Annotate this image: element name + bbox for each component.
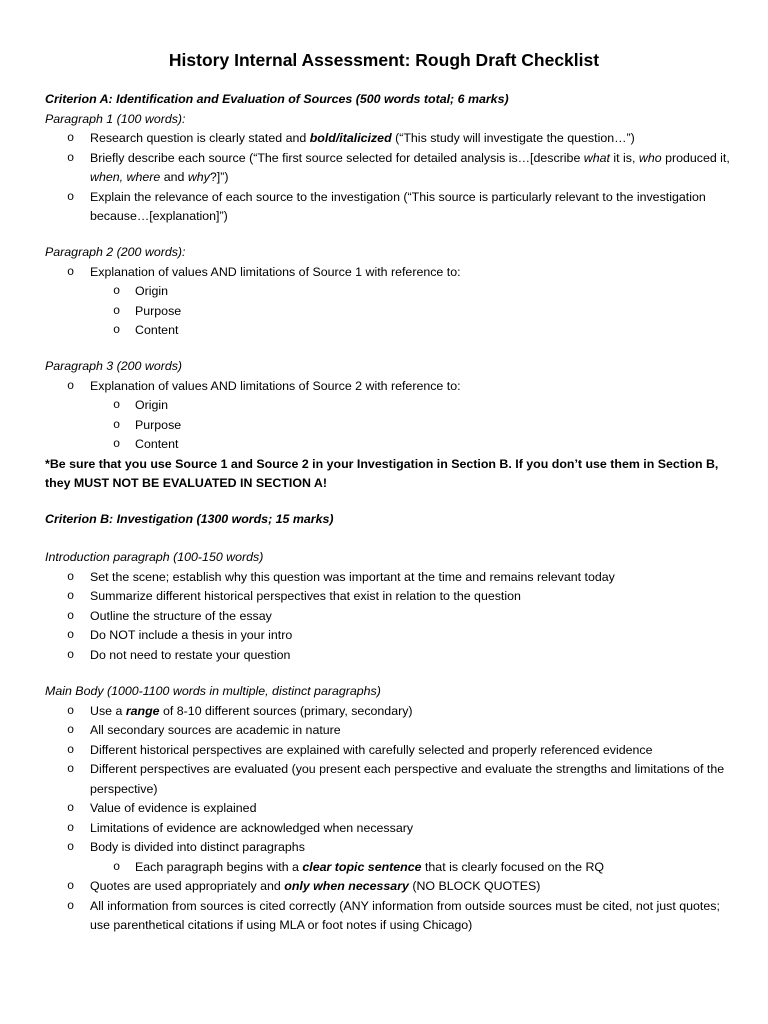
list-item: o Summarize different historical perspectives that exist in relation to the question <box>45 587 730 607</box>
bullet-icon: o <box>113 398 121 412</box>
sub-list-item: o Purpose <box>45 416 730 436</box>
bullet-icon: o <box>67 820 75 835</box>
bullet-icon: o <box>67 703 75 718</box>
bullet-icon: o <box>113 417 121 432</box>
list-item: o Research question is clearly stated and bold/italicized (“This study will investigate the question…”) <box>45 129 730 149</box>
criterion-b-section <box>45 510 730 530</box>
bullet-icon: o <box>67 647 75 662</box>
bullet-icon: o <box>113 859 121 874</box>
list-item: o Value of evidence is explained <box>45 799 730 819</box>
criterion-a-heading: Criterion A: Identification and Evaluation of Sources (500 words total; 6 marks) <box>45 92 509 106</box>
page-title: History Internal Assessment: Rough Draft Checklist <box>168 50 600 70</box>
bullet-icon: o <box>67 569 75 584</box>
list-item: o Limitations of evidence are acknowledged when necessary <box>45 819 730 839</box>
list-item: o Use a range of 8-10 different sources (primary, secondary) <box>45 702 730 722</box>
bullet-icon: o <box>113 284 121 298</box>
list-item: o Quotes are used appropriately and only when necessary (NO BLOCK QUOTES) <box>45 877 730 897</box>
intro-section <box>45 548 730 665</box>
list-item: o Do not need to restate your question <box>45 646 730 666</box>
criterion-a-section <box>45 90 730 227</box>
paragraph-3-heading: Paragraph 3 (200 words) <box>45 359 183 373</box>
sub-list-item: o Origin <box>45 396 730 416</box>
intro-heading: Introduction paragraph (100-150 words) <box>45 550 264 564</box>
bullet-icon: o <box>67 742 75 757</box>
paragraph-1-list <box>45 129 730 227</box>
list-item: o Explain the relevance of each source to the investigation (“This source is particularly relevant to the investigation because…[explanation]”) <box>67 189 706 223</box>
bullet-icon: o <box>67 189 75 204</box>
main-body-heading: Main Body (1000-1100 words in multiple, distinct paragraphs) <box>45 684 381 698</box>
paragraph-2-section <box>45 243 730 341</box>
list-item: o Do NOT include a thesis in your intro <box>45 626 730 646</box>
bullet-icon: o <box>67 150 75 165</box>
bullet-icon: o <box>67 879 75 893</box>
list-item: o Explanation of values AND limitations of Source 1 with reference to: <box>45 263 730 283</box>
sub-list-item: o Each paragraph begins with a clear topic sentence that is clearly focused on the RQ <box>45 858 730 878</box>
bullet-icon: o <box>113 437 121 451</box>
list-item: o All secondary sources are academic in nature <box>45 721 730 741</box>
bullet-icon: o <box>67 131 75 145</box>
paragraph-3-section <box>45 357 730 494</box>
sub-list-item: o Origin <box>45 282 730 302</box>
bullet-icon: o <box>67 608 75 623</box>
bullet-icon: o <box>67 723 75 737</box>
bullet-icon: o <box>113 303 121 318</box>
list-item: o Explanation of values AND limitations of Source 2 with reference to: <box>45 377 730 397</box>
main-body-section <box>45 682 730 936</box>
bullet-icon: o <box>67 762 75 776</box>
list-item: o All information from sources is cited correctly (ANY information from outside sources must be cited, not just quotes; use parenthetical citations if using MLA or foot notes if using Chicago) <box>67 898 720 932</box>
list-item: o Different historical perspectives are explained with carefully selected and properly referenced evidence <box>45 741 730 761</box>
bullet-icon: o <box>67 801 75 815</box>
bullet-icon: o <box>67 628 75 642</box>
sub-list-item: o Content <box>45 321 730 341</box>
bullet-icon: o <box>67 378 75 393</box>
criterion-b-heading: Criterion B: Investigation (1300 words; 15 marks) <box>45 512 334 526</box>
list-item: o Outline the structure of the essay <box>45 607 730 627</box>
sub-list-item: o Content <box>45 435 730 455</box>
sub-list-item: o Purpose <box>45 302 730 322</box>
paragraph-2-heading: Paragraph 2 (200 words): <box>45 245 186 259</box>
list-item: o Briefly describe each source (“The first source selected for detailed analysis is…[describe what it is, who produced it, when, where and why?]”) <box>67 150 730 184</box>
warning-note: *Be sure that you use Source 1 and Source 2 in your Investigation in Section B. If you don’t use them in Section B, they MUST NOT BE EVALUATED IN SECTION A! <box>45 456 719 490</box>
bullet-icon: o <box>67 589 75 603</box>
bullet-icon: o <box>67 898 75 913</box>
list-item: o Set the scene; establish why this question was important at the time and remains relevant today <box>45 568 730 588</box>
bullet-icon: o <box>67 840 75 854</box>
bullet-icon: o <box>113 323 121 337</box>
list-item: o Body is divided into distinct paragraphs <box>45 838 730 858</box>
paragraph-1-heading: Paragraph 1 (100 words): <box>45 111 186 126</box>
bullet-icon: o <box>67 264 75 279</box>
list-item: o Different perspectives are evaluated (you present each perspective and evaluate the strengths and limitations of the perspective) <box>67 762 725 796</box>
